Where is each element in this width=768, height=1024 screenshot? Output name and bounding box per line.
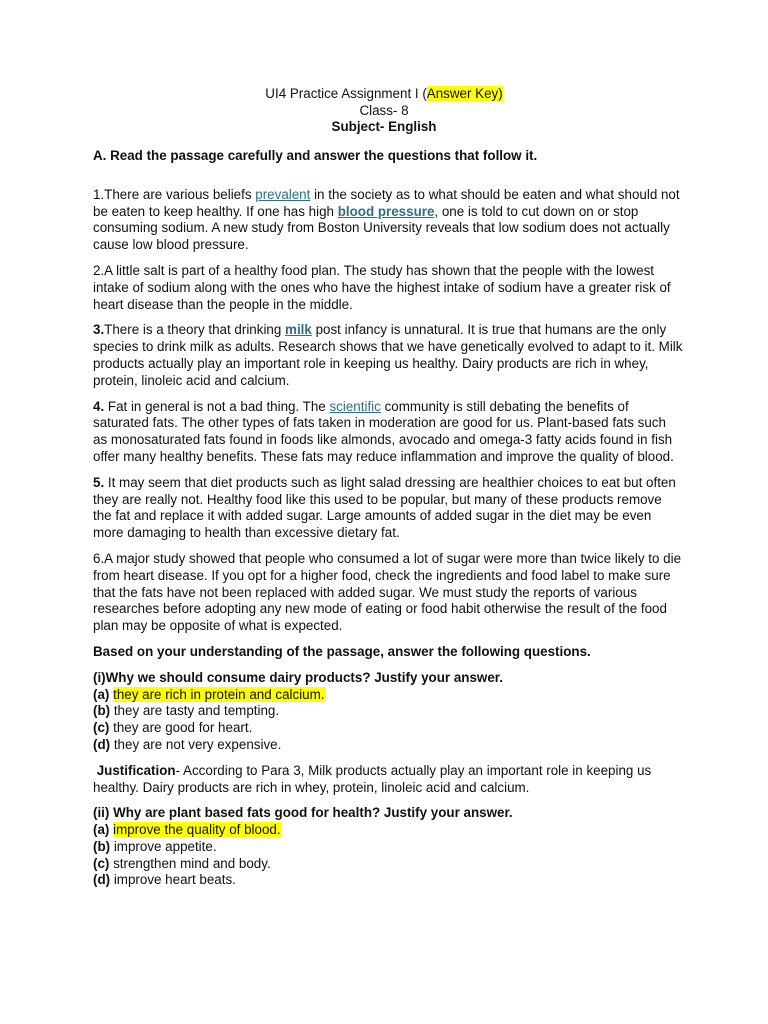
paragraph-3: 3.There is a theory that drinking milk post infancy is unnatural. It is true that humans are the only species to drink milk as adults. Research shows that we have genetically evolved to adapt to it. Milk products actually play an important role in keeping us healthy. Dairy products are rich in whey, protein, linoleic acid and calcium. [93, 322, 683, 388]
link-scientific[interactable]: scientific [329, 398, 381, 414]
answer-key-highlight: Answer Key) [426, 86, 503, 101]
option-2c: (c) strengthen mind and body. [93, 855, 271, 871]
paragraph-4: 4. Fat in general is not a bad thing. The scientific community is still debating the benefits of saturated fats. The other types of fats taken in moderation are good for us. Plant-based fats such as monosaturated fats found in foods like almonds, avocado and omega-3 fatty acids found in fish offer many healthy benefits. These fats may reduce inflammation and improve the quality of blood. [93, 398, 674, 464]
paragraph-5: 5. It may seem that diet products such as light salad dressing are healthier choices to eat but often they are really not. Healthy food like this used to be popular, but many of these products remove the fat and replace it with added sugar. Large amounts of added sugar in the diet may be even more damaging to health than excessive dietary fat. [93, 474, 676, 541]
question-2-options [93, 822, 683, 889]
section-a-heading: A. Read the passage carefully and answer the questions that follow it. [93, 148, 538, 163]
document-header [0, 86, 768, 136]
correct-answer-highlight: improve the quality of blood. [113, 822, 281, 838]
option-1b: (b) they are tasty and tempting. [93, 703, 280, 719]
class-line: Class- 8 [359, 102, 409, 118]
question-1: (i)Why we should consume dairy products? Justify your answer. [93, 669, 503, 685]
justification-1: Justification- According to Para 3, Milk products actually play an important role in keeping us healthy. Dairy products are rich in whey, protein, linoleic acid and calcium. [93, 762, 652, 795]
option-1c: (c) they are good for heart. [93, 720, 253, 736]
option-1d: (d) they are not very expensive. [93, 736, 282, 752]
correct-answer-highlight: they are rich in protein and calcium. [113, 686, 325, 702]
option-1a: (a) they are rich in protein and calcium. [93, 686, 325, 702]
link-prevalent[interactable]: prevalent [255, 186, 311, 202]
link-milk[interactable]: milk [285, 322, 312, 338]
option-2b: (b) improve appetite. [93, 838, 217, 854]
link-blood-pressure[interactable]: blood pressure [337, 203, 435, 219]
paragraph-2: 2.A little salt is part of a healthy food plan. The study has shown that the people with the lowest intake of sodium along with the ones who have the highest intake of sodium have a greater risk of heart disease than the people in the middle. [93, 262, 671, 312]
question-2: (ii) Why are plant based fats good for health? Justify your answer. [93, 805, 513, 821]
option-2a: (a) improve the quality of blood. [93, 822, 281, 838]
option-2d: (d) improve heart beats. [93, 872, 236, 888]
paragraph-1: 1.There are various beliefs prevalent in the society as to what should be eaten and what should not be eaten to keep healthy. If one has high blood pressure, one is told to cut down on or stop consuming sodium. A new study from Boston University reveals that low sodium does not actually cause low blood pressure. [93, 186, 680, 253]
question-1-options [93, 687, 683, 754]
questions-instructions: Based on your understanding of the passage, answer the following questions. [93, 643, 591, 659]
document-body [93, 148, 683, 898]
page-title: UI4 Practice Assignment I (Answer Key) [265, 86, 503, 101]
paragraph-6: 6.A major study showed that people who consumed a lot of sugar were more than twice likely to die from heart disease. If you opt for a higher food, check the ingredients and food label to make sure that the fats have not been replaced with added sugar. We must study the reports of various researches before adopting any new mode of eating or food habit otherwise the result of the food plan may be opposite of what is expected. [93, 550, 682, 634]
subject-line: Subject- English [331, 119, 437, 134]
